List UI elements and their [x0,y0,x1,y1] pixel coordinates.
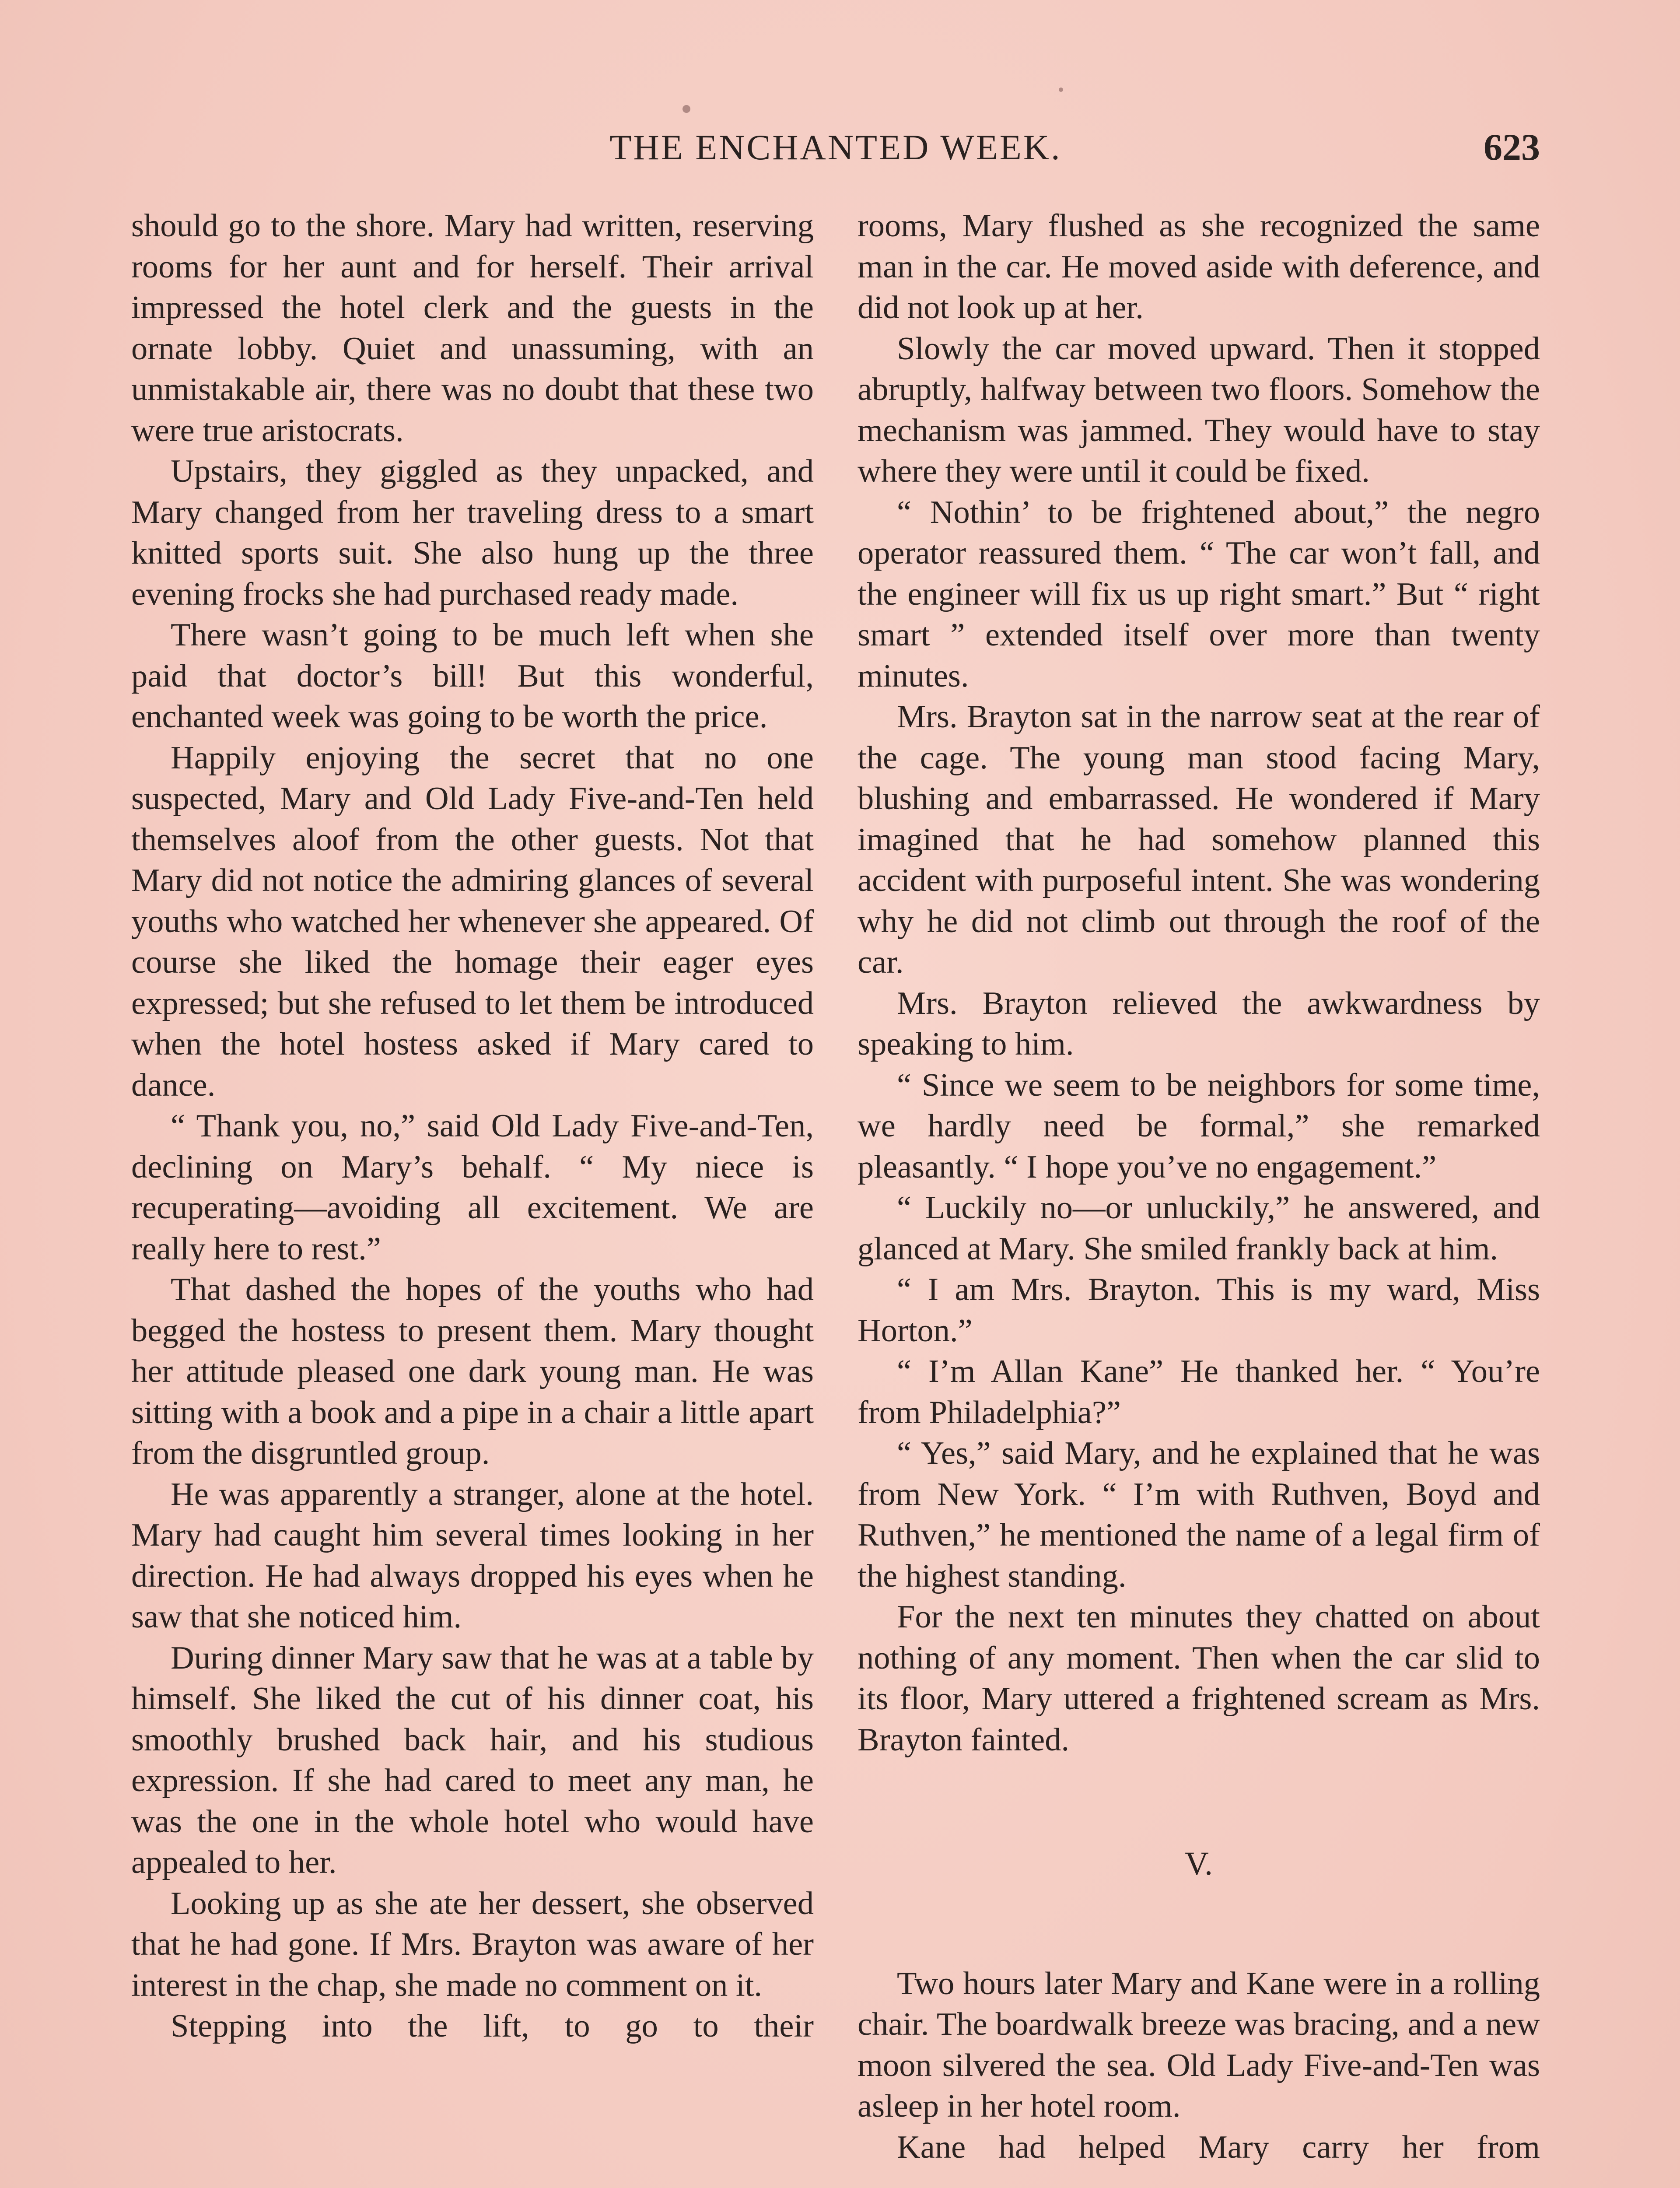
paragraph: There wasn’t going to be much left when she paid that doctor’s bill! But this wonderful, enchanted week was going to be worth the price. [131,617,814,735]
paragraph: Two hours later Mary and Kane were in a rolling chair. The boardwalk breeze was bracing, and a new moon silvered the sea. Old Lady Five-and-Ten was asleep in her hotel room. [858,1965,1540,2124]
paragraph: Mrs. Brayton sat in the narrow seat at the rear of the cage. The young man stood facing Mary, blushing and embarrassed. He wondered if Mary imagined that he had somehow planned this accident with purposeful intent. She was wondering why he did not climb out through the roof of the car. [858,699,1540,980]
paragraph: Upstairs, they giggled as they unpacked, and Mary changed from her traveling dress to a smart knitted sports suit. She also hung up the three evening frocks she had purchased ready made. [131,453,814,612]
text-columns [131,206,1540,2188]
paragraph: rooms, Mary flushed as she recognized the same man in the car. He moved aside with deference, and did not look up at her. [858,208,1540,326]
paragraph: Happily enjoying the secret that no one suspected, Mary and Old Lady Five-and-Ten held themselves aloof from the other guests. Not that Mary did not notice the admiring glances of several youths who watched her whenever she appeared. Of course she liked the homage their eager eyes expressed; but she refused to let them be introduced when the hotel hostess asked if Mary cared to dance. [131,740,814,1103]
ink-speck [1059,88,1063,92]
paragraph: Looking up as she ate her dessert, she observed that he had gone. If Mrs. Brayton was aware of her interest in the chap, she made no comment on it. [131,1885,814,2003]
paragraph: “ Nothin’ to be frightened about,” the negro operator reassured them. “ The car won’t fall, and the engineer will fix us up right smart.” But “ right smart ” extended itself over more than twenty minutes. [858,494,1540,694]
paragraph: “ Luckily no—or unluckily,” he answered, and glanced at Mary. She smiled frankly back at him. [858,1190,1540,1267]
paragraph: That dashed the hopes of the youths who had begged the hostess to present them. Mary thought her attitude pleased one dark young man. He was sitting with a book and a pipe in a chair a little apart from the disgruntled group. [131,1272,814,1471]
paragraph: “ I am Mrs. Brayton. This is my ward, Miss Horton.” [858,1272,1540,1349]
paragraph: “ Thank you, no,” said Old Lady Five-and-Ten, declining on Mary’s behalf. “ My niece is recuperating—avoiding all excitement. We are really here to rest.” [131,1108,814,1267]
paragraph: Kane had helped Mary carry her from [897,2129,1540,2165]
section-heading: V. [1184,1845,1213,1882]
paragraph: Slowly the car moved upward. Then it stopped abruptly, halfway between two floors. Somehow the mechanism was jammed. They would have to stay where they were until it could be fixed. [858,330,1540,489]
paragraph: For the next ten minutes they chatted on about nothing of any moment. Then when the car slid to its floor, Mary uttered a frightened scream as Mrs. Brayton fainted. [858,1599,1540,1758]
page-header [131,123,1540,175]
ink-speck [682,105,690,113]
right-column [858,206,1540,2188]
paragraph: “ Yes,” said Mary, and he explained that he was from New York. “ I’m with Ruthven, Boyd and Ruthven,” he mentioned the name of a legal firm of the highest standing. [858,1435,1540,1594]
paragraph: should go to the shore. Mary had written, reserving rooms for her aunt and for herself. Their arrival impressed the hotel clerk and the guests in the ornate lobby. Quiet and unassuming, with an unmistakable air, there was no doubt that these two were true aristocrats. [131,208,814,449]
paragraph: He was apparently a stranger, alone at the hotel. Mary had caught him several times looking in her direction. He had always dropped his eyes when he saw that she noticed him. [131,1476,814,1635]
page-number: 623 [1484,126,1540,168]
paragraph: Stepping into the lift, to go to their [171,2008,814,2044]
left-column [131,206,814,2188]
paragraph: “ Since we seem to be neighbors for some time, we hardly need be formal,” she remarked pleasantly. “ I hope you’ve no engagement.” [858,1067,1540,1185]
paragraph: During dinner Mary saw that he was at a table by himself. She liked the cut of his dinner coat, his smoothly brushed back hair, and his studious expression. If she had cared to meet any man, he was the one in the whole hotel who would have appealed to her. [131,1640,814,1880]
paragraph: Mrs. Brayton relieved the awkwardness by speaking to him. [858,985,1540,1062]
running-title: THE ENCHANTED WEEK. [609,127,1062,167]
paragraph: “ I’m Allan Kane” He thanked her. “ You’re from Philadelphia?” [858,1353,1540,1431]
